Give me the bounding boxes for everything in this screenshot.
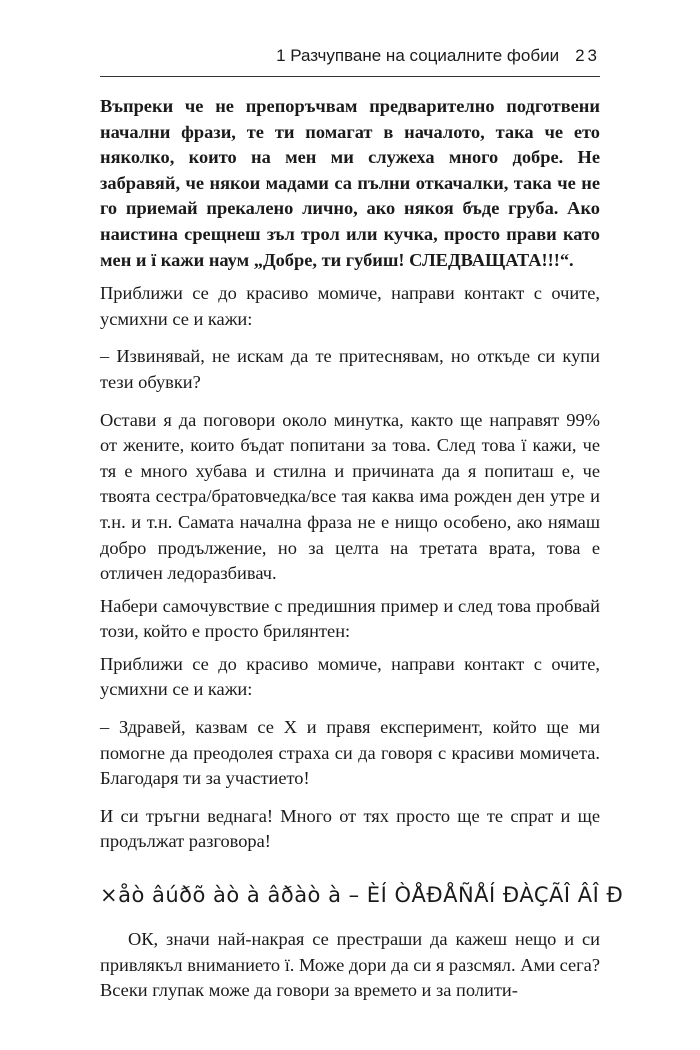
instruction-paragraph-2: Приближи се до красиво момиче, направи контакт с очите, усмихни се и кажи: <box>100 653 600 700</box>
instruction-paragraph-1: Приближи се до красиво момиче, направи контакт с очите, усмихни се и кажи: <box>100 283 600 329</box>
chapter-title: 1 Разчупване на социалните фобии <box>276 46 560 65</box>
explanation-paragraph: Остави я да поговори около минутка, както ще направят 99% от жените, които бъдат попитани за това. След това ї кажи, че тя е много хубава и стилна и причината да я попиташ е, че твоята сестра/братовчедка/все тая каква има рожден ден утре и т.н. и т.н. Самата начална фраза не е нищо особено, ако нямаш добро продължение, но за целта на третата врата, това е отличен ледоразбивач. <box>100 409 600 584</box>
closing-paragraph: И си тръгни веднага! Много от тях просто ще те спрат и ще продължат разговора! <box>100 805 600 852</box>
transition-paragraph: Набери самочувствие с предишния пример и след това пробвай този, който е просто брилянтен: <box>100 595 600 642</box>
dialogue-line-1: – Извинявай, не искам да те притеснявам, но откъде си купи тези обувки? <box>100 346 600 392</box>
page-body <box>100 94 624 1016</box>
section-heading: ×åò âúðõ àò à âðàò à – ÈÍ ÒÅÐÅÑÅÍ ÐÀÇÃÎ ÂÎ Ð <box>100 883 624 908</box>
dialogue-line-2: – Здравей, казвам се Х и правя експеримент, който ще ми помогне да преодолея страха си да говоря с красиви момичета. Благодаря ти за участието! <box>100 717 600 789</box>
page-number: 23 <box>575 46 600 65</box>
section-opening-paragraph: ОК, значи най-накрая се престраши да кажеш нещо и си привлякъл вниманието ї. Може дори да си я разсмял. Ами сега? Всеки глупак може да говори за времето и за полити- <box>100 929 600 1001</box>
bold-intro-paragraph: Въпреки че не препоръчвам предварително подготвени начални фрази, те ти помагат в началото, така че ето няколко, които на мен ми служеха много добре. Не забравяй, че някои мадами са пълни откачалки, така че не го приемай прекалено лично, ако някоя бъде груба. Ако наистина срещнеш зъл трол или кучка, просто прави като мен и ї кажи наум „Добре, ти губиш! СЛЕДВАЩАТА!!!“. <box>100 96 600 270</box>
running-header <box>100 46 600 77</box>
